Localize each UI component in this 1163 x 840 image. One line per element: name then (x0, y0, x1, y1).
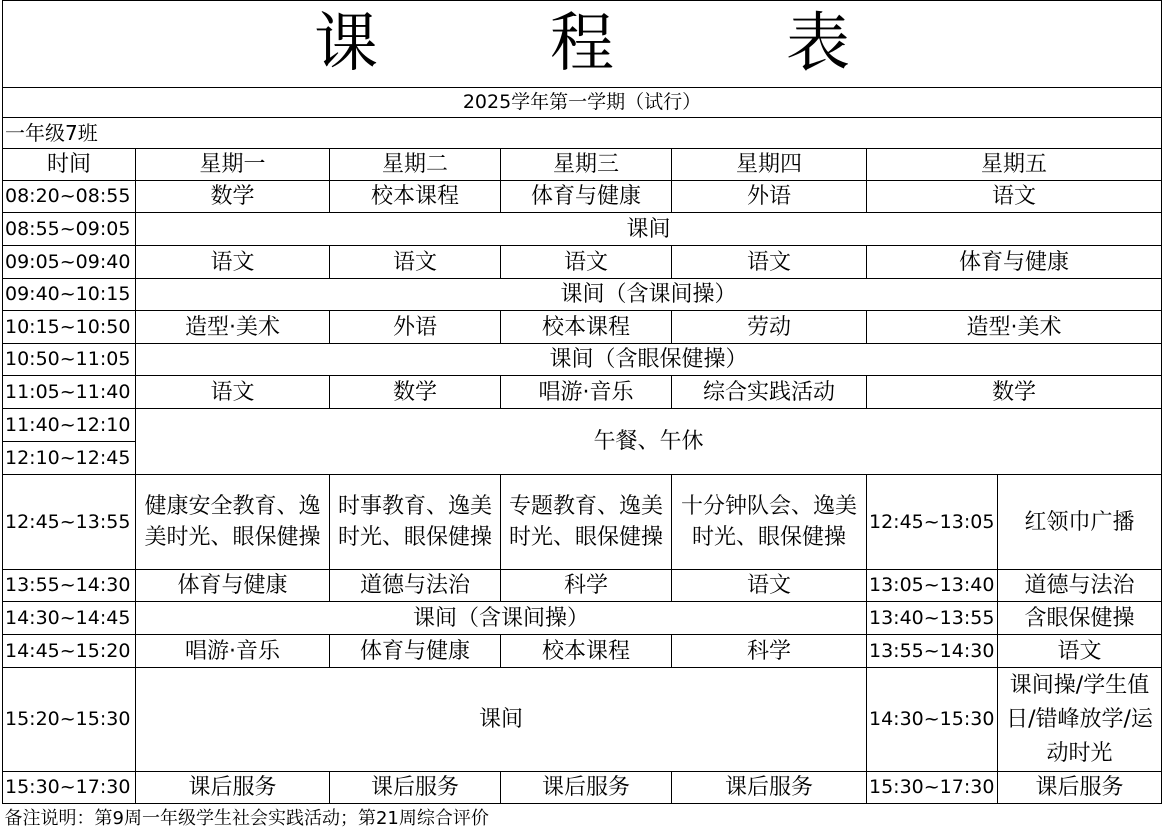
class-cell-friday: 体育与健康 (867, 246, 1162, 279)
break-cell: 课间（含课间操） (136, 279, 1162, 311)
header-thursday: 星期四 (672, 149, 867, 181)
class-cell-monday: 体育与健康 (136, 570, 330, 602)
break-cell: 课间（含课间操） (136, 602, 867, 635)
class-cell-friday: 数学 (867, 376, 1162, 409)
class-cell-thursday: 课后服务 (672, 772, 867, 804)
time-cell: 15:20~15:30 (3, 668, 136, 772)
friday-time-cell: 14:30~15:30 (867, 668, 998, 772)
table-row (3, 475, 1162, 570)
class-cell-thursday: 语文 (672, 246, 867, 279)
friday-time-cell: 13:05~13:40 (867, 570, 998, 602)
class-row (3, 118, 1162, 149)
class-cell-monday: 语文 (136, 376, 330, 409)
time-cell: 08:20~08:55 (3, 181, 136, 213)
table-row (3, 344, 1162, 376)
class-cell-thursday: 十分钟队会、逸美时光、眼保健操 (672, 475, 867, 570)
note-row (3, 804, 1162, 834)
friday-time-cell: 15:30~17:30 (867, 772, 998, 804)
class-cell-monday: 语文 (136, 246, 330, 279)
time-cell: 11:40~12:10 (3, 409, 136, 442)
table-row (3, 570, 1162, 602)
header-time: 时间 (3, 149, 136, 181)
class-cell-friday: 道德与法治 (998, 570, 1162, 602)
friday-time-cell: 13:40~13:55 (867, 602, 998, 635)
class-cell-monday: 唱游·音乐 (136, 635, 330, 668)
class-cell-thursday: 劳动 (672, 311, 867, 344)
friday-time-cell: 13:55~14:30 (867, 635, 998, 668)
break-cell: 课间 (136, 668, 867, 772)
friday-time-cell: 12:45~13:05 (867, 475, 998, 570)
header-monday: 星期一 (136, 149, 330, 181)
title-char: 程 (550, 6, 615, 81)
class-cell-wednesday: 语文 (501, 246, 672, 279)
class-cell-monday: 数学 (136, 181, 330, 213)
class-cell-friday: 红领巾广播 (998, 475, 1162, 570)
time-cell: 12:45~13:55 (3, 475, 136, 570)
schedule-table (2, 0, 1162, 833)
time-cell: 14:45~15:20 (3, 635, 136, 668)
class-cell-tuesday: 外语 (330, 311, 501, 344)
class-cell-thursday: 外语 (672, 181, 867, 213)
class-cell-friday: 语文 (867, 181, 1162, 213)
table-row (3, 213, 1162, 246)
class-cell-tuesday: 体育与健康 (330, 635, 501, 668)
class-cell-wednesday: 科学 (501, 570, 672, 602)
class-cell-tuesday: 道德与法治 (330, 570, 501, 602)
time-cell: 13:55~14:30 (3, 570, 136, 602)
class-cell-tuesday: 时事教育、逸美时光、眼保健操 (330, 475, 501, 570)
class-cell-wednesday: 课后服务 (501, 772, 672, 804)
subtitle-row (3, 88, 1162, 118)
class-cell-tuesday: 校本课程 (330, 181, 501, 213)
table-row (3, 772, 1162, 804)
class-cell-tuesday: 课后服务 (330, 772, 501, 804)
time-cell: 09:05~09:40 (3, 246, 136, 279)
table-row (3, 376, 1162, 409)
time-cell: 14:30~14:45 (3, 602, 136, 635)
time-cell: 15:30~17:30 (3, 772, 136, 804)
time-cell: 10:15~10:50 (3, 311, 136, 344)
time-cell: 10:50~11:05 (3, 344, 136, 376)
class-cell-friday: 语文 (998, 635, 1162, 668)
title-row (3, 1, 1162, 88)
schedule-sheet (2, 0, 1161, 833)
table-row (3, 279, 1162, 311)
class-cell-wednesday: 校本课程 (501, 635, 672, 668)
table-row (3, 311, 1162, 344)
lunch-cell: 午餐、午休 (136, 409, 1162, 475)
class-cell-friday: 含眼保健操 (998, 602, 1162, 635)
header-tuesday: 星期二 (330, 149, 501, 181)
time-cell: 11:05~11:40 (3, 376, 136, 409)
table-row (3, 602, 1162, 635)
class-name: 一年级7班 (3, 118, 1162, 149)
time-cell: 12:10~12:45 (3, 442, 136, 475)
class-cell-monday: 造型·美术 (136, 311, 330, 344)
table-row (3, 409, 1162, 442)
class-cell-wednesday: 唱游·音乐 (501, 376, 672, 409)
table-row (3, 668, 1162, 772)
remarks-note: 备注说明：第9周一年级学生社会实践活动；第21周综合评价 (3, 804, 1162, 834)
break-cell: 课间（含眼保健操） (136, 344, 1162, 376)
table-row (3, 635, 1162, 668)
class-cell-tuesday: 语文 (330, 246, 501, 279)
class-cell-friday: 造型·美术 (867, 311, 1162, 344)
class-cell-monday: 课后服务 (136, 772, 330, 804)
class-cell-thursday: 语文 (672, 570, 867, 602)
page-title (3, 1, 1162, 88)
semester-subtitle: 2025学年第一学期（试行） (3, 88, 1162, 118)
break-cell: 课间 (136, 213, 1162, 246)
time-cell: 09:40~10:15 (3, 279, 136, 311)
class-cell-friday: 课间操/学生值日/错峰放学/运动时光 (998, 668, 1162, 772)
header-friday: 星期五 (867, 149, 1162, 181)
header-wednesday: 星期三 (501, 149, 672, 181)
class-cell-tuesday: 数学 (330, 376, 501, 409)
class-cell-wednesday: 体育与健康 (501, 181, 672, 213)
class-cell-monday: 健康安全教育、逸美时光、眼保健操 (136, 475, 330, 570)
header-row (3, 149, 1162, 181)
class-cell-friday: 课后服务 (998, 772, 1162, 804)
class-cell-wednesday: 专题教育、逸美时光、眼保健操 (501, 475, 672, 570)
title-char: 课 (314, 6, 379, 81)
time-cell: 08:55~09:05 (3, 213, 136, 246)
title-char: 表 (786, 6, 851, 81)
table-row (3, 246, 1162, 279)
class-cell-wednesday: 校本课程 (501, 311, 672, 344)
class-cell-thursday: 综合实践活动 (672, 376, 867, 409)
class-cell-thursday: 科学 (672, 635, 867, 668)
table-row (3, 181, 1162, 213)
